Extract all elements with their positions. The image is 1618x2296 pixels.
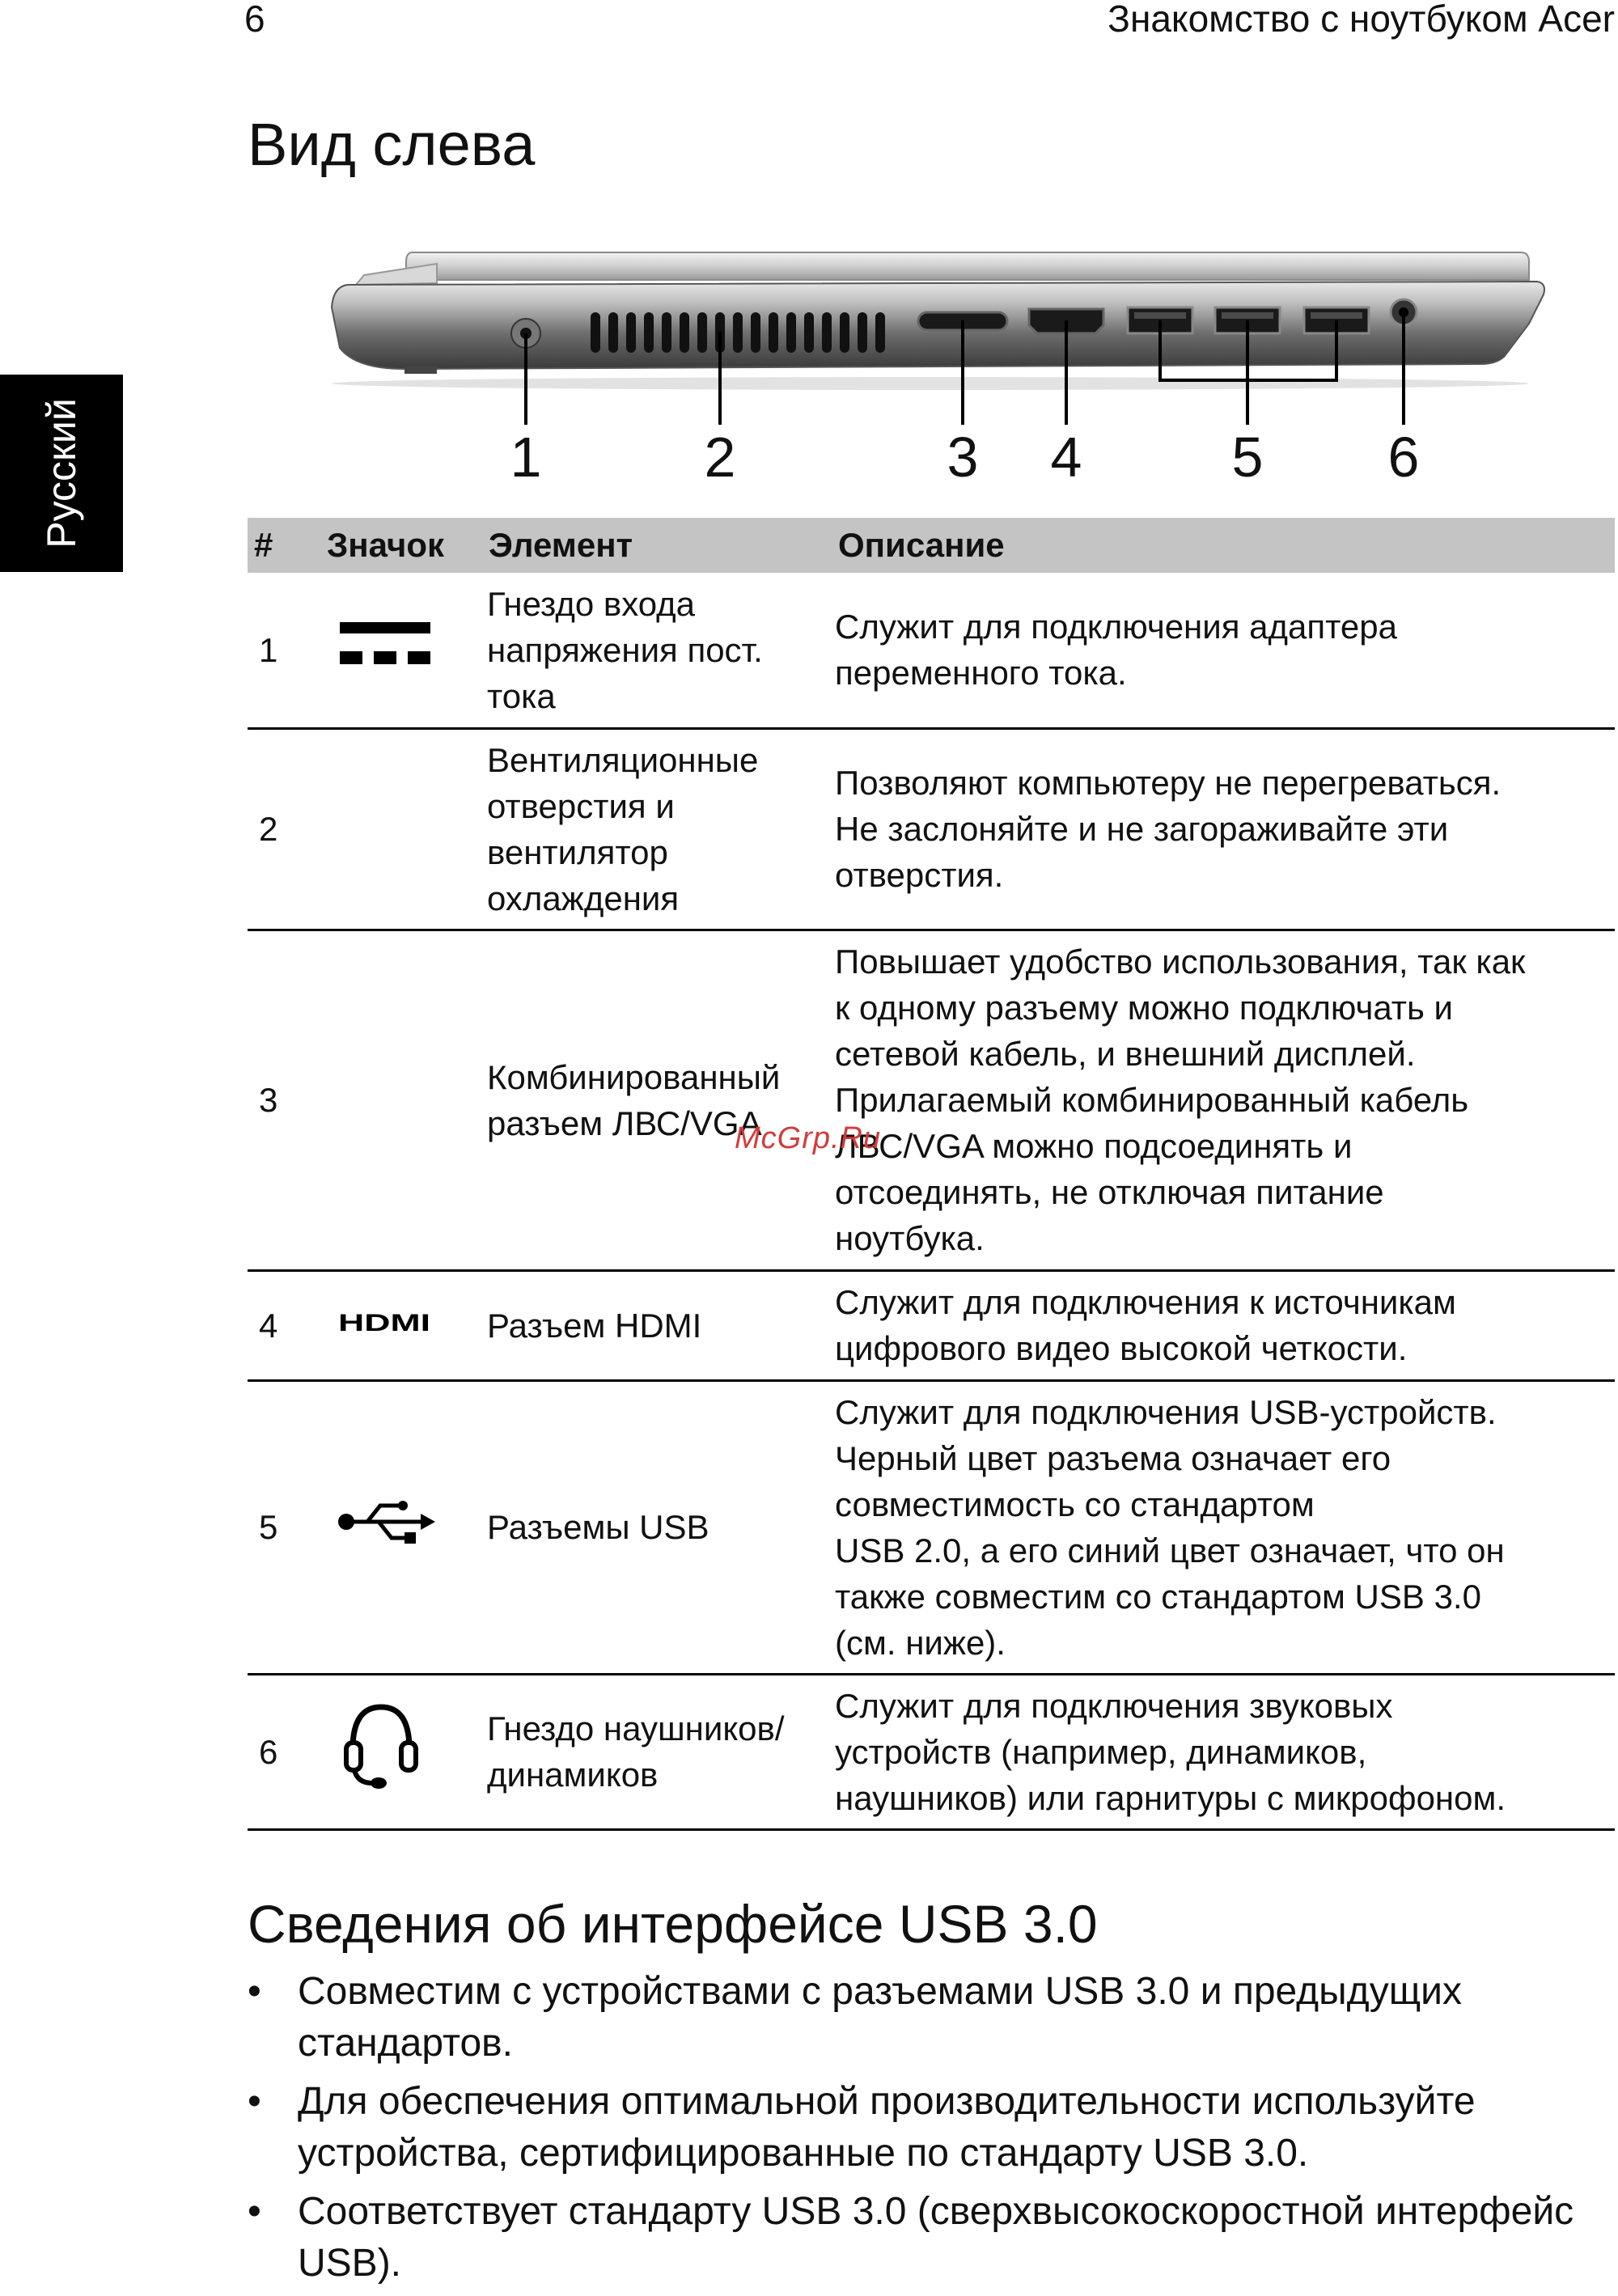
row-element: Вентиляционные отверстия и вентилятор охлаждения <box>482 728 832 930</box>
ventilation-slats <box>591 312 885 353</box>
row-description: Служит для подключения звуковых устройств (например, динамиков, наушников) или гарнитуры с микрофоном. <box>832 1674 1615 1829</box>
headset-icon <box>320 1674 482 1829</box>
table-row <box>248 930 1615 1270</box>
laptop-shadow <box>332 377 1529 390</box>
row-element: Разъем HDMI <box>482 1270 832 1380</box>
row-number: 4 <box>248 1270 320 1380</box>
bullet-item: • Соответствует стандарту USB 3.0 (сверхвысокоскоростной интерфейс USB). <box>248 2186 1590 2290</box>
laptop-foot <box>404 366 437 374</box>
laptop-lid <box>406 252 1529 280</box>
table-row <box>248 1270 1615 1380</box>
language-tab-label: Русский <box>39 398 84 549</box>
running-header: Знакомство с ноутбуком Acer <box>1108 0 1615 40</box>
usb-icon <box>320 1380 482 1674</box>
watermark: McGrp.Ru <box>735 1121 882 1155</box>
usb3-bullet-list <box>248 1966 1590 2296</box>
hdmi-icon <box>320 1270 482 1380</box>
table-row <box>248 1674 1615 1829</box>
laptop-hinge <box>356 264 437 285</box>
callout-number: 2 <box>704 426 736 489</box>
table-row <box>248 573 1615 728</box>
header-element: Элемент <box>482 518 832 573</box>
bullet-item: • Для обеспечения оптимальной производительности используйте устройства, сертифицированные по стандарту USB 3.0. <box>248 2076 1590 2180</box>
table-header-row <box>248 518 1615 573</box>
callout-number: 1 <box>510 426 542 489</box>
row-number: 2 <box>248 728 320 930</box>
table-row <box>248 728 1615 930</box>
header-description: Описание <box>832 518 1615 573</box>
page-number: 6 <box>244 0 265 40</box>
row-number: 5 <box>248 1380 320 1674</box>
callout-numbers <box>0 425 1618 498</box>
row-element: Гнездо наушников/ динамиков <box>482 1674 832 1829</box>
dc-power-icon <box>320 573 482 728</box>
row-icon-empty <box>320 728 482 930</box>
section-title: Вид слева <box>248 111 536 178</box>
callout-number: 5 <box>1231 426 1264 489</box>
row-element: Разъемы USB <box>482 1380 832 1674</box>
callout-number: 4 <box>1050 426 1082 489</box>
row-number: 3 <box>248 930 320 1270</box>
table-row <box>248 1380 1615 1674</box>
callout-number: 3 <box>947 426 979 489</box>
row-element: Комбинированный разъем ЛВС/VGA <box>482 930 832 1270</box>
header-icon: Значок <box>320 518 482 573</box>
header-number: # <box>248 518 320 573</box>
bullet-item: • Совместим с устройствами с разъемами USB 3.0 и предыдущих стандартов. <box>248 1966 1590 2069</box>
hdmi-logo-text: HDMI <box>338 1309 430 1337</box>
row-number: 1 <box>248 573 320 728</box>
callout-number: 6 <box>1387 426 1420 489</box>
row-description: Служит для подключения к источникам цифрового видео высокой четкости. <box>832 1270 1615 1380</box>
row-icon-empty <box>320 930 482 1270</box>
row-description: Повышает удобство использования, так как к одному разъему можно подключать и сетевой кабель, и внешний дисплей. Прилагаемый комбинированный кабель ЛВС/VGA можно подсоединять и отсоединять, не отключая питание ноутбука. <box>832 930 1615 1270</box>
row-number: 6 <box>248 1674 320 1829</box>
ports-table <box>248 518 1615 1831</box>
usb3-section-title: Сведения об интерфейсе USB 3.0 <box>248 1894 1098 1954</box>
row-element: Гнездо входа напряжения пост. тока <box>482 573 832 728</box>
row-description: Служит для подключения USB-устройств. Черный цвет разъема означает его совместимость со стандартом USB 2.0, а его синий цвет означает, что он также совместим со стандартом USB 3.0 (см. ниже). <box>832 1380 1615 1674</box>
row-description: Служит для подключения адаптера переменного тока. <box>832 573 1615 728</box>
row-description: Позволяют компьютеру не перегреваться. Не заслоняйте и не загораживайте эти отверстия. <box>832 728 1615 930</box>
